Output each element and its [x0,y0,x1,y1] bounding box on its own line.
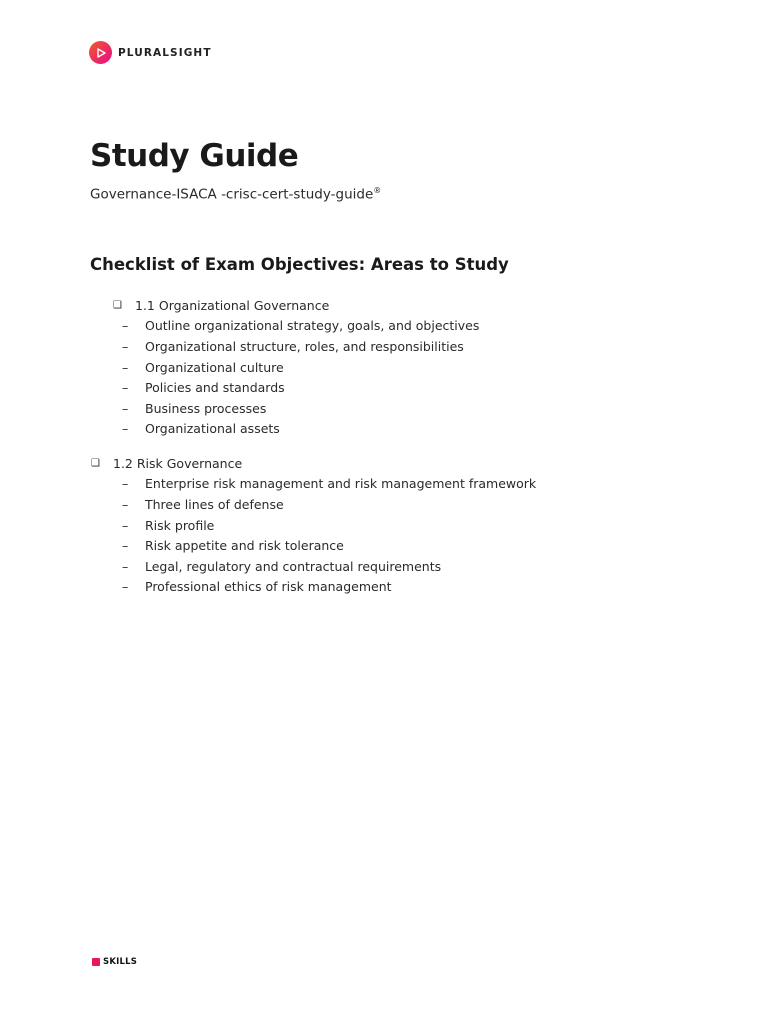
play-icon [89,41,112,64]
dash-icon: – [122,380,129,396]
list-item-label: Enterprise risk management and risk management framework [145,476,537,492]
dash-icon: – [122,338,129,354]
list-item [122,357,479,378]
list-item-label: Professional ethics of risk management [145,579,392,595]
list-item-label: Risk appetite and risk tolerance [145,538,344,554]
checklist-group-header [91,453,536,474]
checkbox-icon: ❑ [91,457,100,469]
list-item-label: Organizational structure, roles, and responsibilities [145,338,464,354]
list-item [122,377,479,398]
page-title: Study Guide [90,138,299,174]
dash-icon: – [122,558,129,574]
checklist-group-header [113,295,479,316]
registered-mark: ® [373,186,382,195]
dash-icon: – [122,538,129,554]
list-item-label: Risk profile [145,517,215,533]
dash-icon: – [122,318,129,334]
list-item [122,398,479,419]
list-item [122,474,536,495]
dash-icon: – [122,476,129,492]
section-heading: Checklist of Exam Objectives: Areas to Study [90,255,509,274]
checkbox-icon: ❑ [113,299,122,311]
page-subtitle [90,186,381,203]
checklist-group-1 [113,295,479,439]
list-item [122,336,479,357]
skills-logo [92,957,137,967]
list-item [122,577,536,598]
group-label: 1.2 Risk Governance [113,455,243,471]
list-item-label: Organizational assets [145,421,280,437]
list-item-label: Organizational culture [145,359,284,375]
list-item-label: Outline organizational strategy, goals, and objectives [145,318,480,334]
list-item [122,419,479,440]
dash-icon: – [122,517,129,533]
dash-icon: – [122,359,129,375]
checklist-group-2 [91,453,536,597]
list-item [122,515,536,536]
list-item-label: Business processes [145,400,267,416]
dash-icon: – [122,579,129,595]
objective-list [122,316,479,440]
list-item [122,535,536,556]
objective-list [122,474,536,598]
skills-logo-icon [92,958,100,966]
list-item [122,556,536,577]
skills-logo-text: SKILLS [103,957,138,967]
list-item-label: Three lines of defense [145,496,284,512]
dash-icon: – [122,400,129,416]
list-item-label: Legal, regulatory and contractual requirements [145,558,442,574]
pluralsight-logo [89,41,212,64]
list-item [122,494,536,515]
dash-icon: – [122,421,129,437]
list-item [122,316,479,337]
logo-text: PLURALSIGHT [118,46,212,59]
group-label: 1.1 Organizational Governance [135,297,330,313]
dash-icon: – [122,496,129,512]
subtitle-text: Governance-ISACA -crisc-cert-study-guide [90,186,374,203]
list-item-label: Policies and standards [145,380,285,396]
